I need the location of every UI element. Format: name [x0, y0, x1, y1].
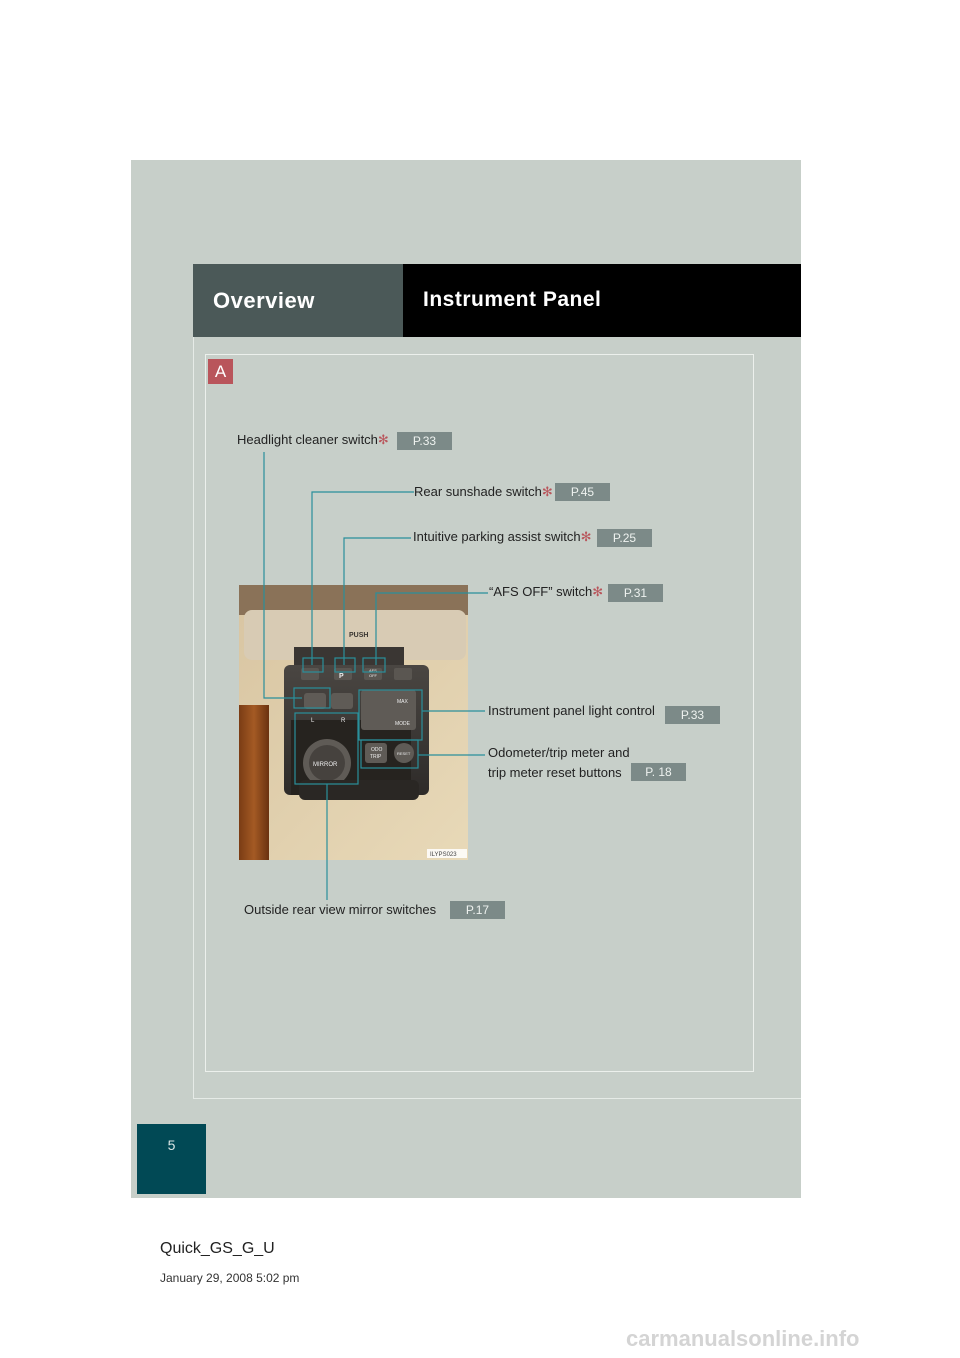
push-label: PUSH [349, 632, 369, 639]
max-label: MAX [397, 699, 408, 705]
instrument-panel-photo [239, 585, 468, 860]
page-header [403, 264, 801, 337]
right-mirror-label: R [341, 718, 346, 724]
afs-label: AFS [369, 668, 377, 673]
reset-label: RESET [397, 751, 411, 756]
footer-date: January 29, 2008 5:02 pm [160, 1271, 300, 1285]
photo-code: ILYPS023 [430, 852, 457, 858]
parking-assist-ref[interactable]: P.25 [597, 529, 652, 547]
odo-label: ODO [371, 747, 383, 753]
parking-assist-label: Intuitive parking assist switch✻ [413, 529, 592, 544]
odometer-label-line1: Odometer/trip meter and [488, 745, 630, 760]
headlight-cleaner-ref[interactable]: P.33 [397, 432, 452, 450]
mode-label: MODE [395, 721, 410, 727]
page-title: Instrument Panel [423, 288, 602, 311]
headlight-cleaner-label: Headlight cleaner switch✻ [237, 432, 389, 447]
watermark: carmanualsonline.info [626, 1326, 860, 1351]
afs-off-ref[interactable]: P.31 [608, 584, 663, 602]
page-number: 5 [137, 1124, 206, 1194]
off-label: OFF [369, 673, 377, 678]
odometer-label-line2: trip meter reset buttons [488, 765, 622, 780]
park-label: P [339, 673, 344, 680]
mirror-label: MIRROR [313, 762, 338, 768]
panel-light-ref[interactable]: P.33 [665, 706, 720, 724]
section-badge: A [208, 359, 233, 384]
footer-title: Quick_GS_G_U [160, 1240, 275, 1257]
rear-sunshade-label: Rear sunshade switch✻ [414, 484, 553, 499]
panel-light-label: Instrument panel light control [488, 703, 655, 718]
trip-label: TRIP [370, 754, 382, 760]
left-mirror-label: L [311, 718, 315, 724]
section-header [193, 264, 403, 337]
odometer-ref[interactable]: P. 18 [631, 763, 686, 781]
mirror-switches-label: Outside rear view mirror switches [244, 902, 437, 917]
afs-off-label: “AFS OFF” switch✻ [489, 584, 604, 599]
mirror-switches-ref[interactable]: P.17 [450, 901, 505, 919]
rear-sunshade-ref[interactable]: P.45 [555, 483, 610, 501]
section-title: Overview [213, 288, 315, 313]
